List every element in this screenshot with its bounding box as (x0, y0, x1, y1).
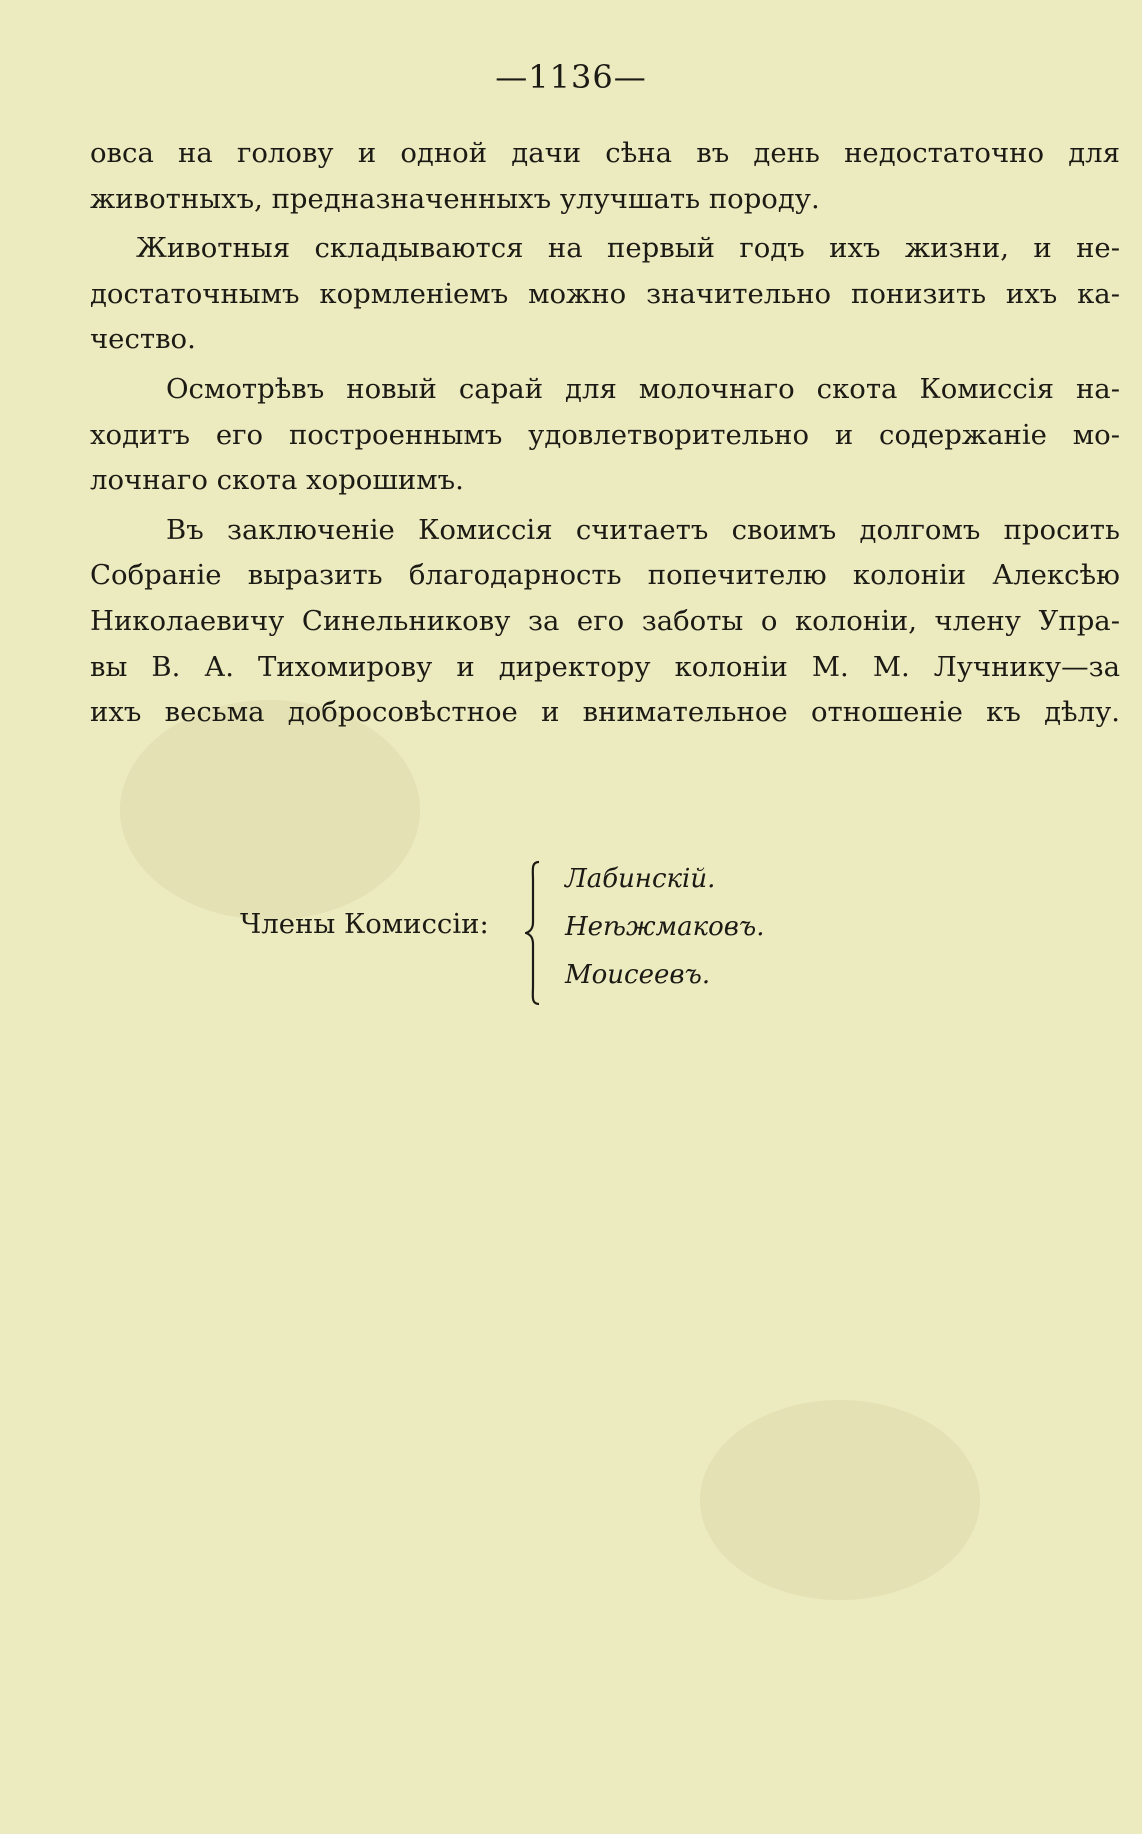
body-text (90, 131, 1120, 736)
text-line: животныхъ, предназначенныхъ улучшать породу. (90, 182, 820, 215)
text-line: лочнаго скота хорошимъ. (90, 464, 464, 497)
text-line: Животныя складываются на первый годъ ихъ жизни, и не- (136, 232, 1120, 265)
text-line: ихъ весьма добросовѣстное и внимательное отношеніе къ дѣлу. (90, 696, 1120, 729)
text-line: Николаевичу Синельникову за его заботы о колоніи, члену Упра- (90, 604, 1120, 637)
signature-name: Неѣжмаковъ. (565, 912, 765, 942)
signature-label: Члены Комиссіи: (240, 908, 489, 940)
text-line: ходитъ его построеннымъ удовлетворительно и содержаніе мо- (90, 418, 1120, 451)
text-line: вы В. А. Тихомирову и директору колоніи М. М. Лучнику—за (90, 650, 1120, 683)
text-line: достаточнымъ кормленіемъ можно значительно понизить ихъ ка- (90, 277, 1120, 310)
text-line: Въ заключеніе Комиссія считаетъ своимъ долгомъ просить (166, 513, 1120, 546)
curly-brace-icon (525, 860, 545, 1006)
paragraph-1 (90, 131, 1120, 222)
paper-stain (700, 1400, 980, 1600)
text-line: Собраніе выразить благодарность попечителю колоніи Алексѣю (90, 559, 1120, 592)
paragraph-3 (90, 367, 1120, 504)
paragraph-4 (90, 508, 1120, 736)
signature-name: Лабинскій. (565, 864, 716, 894)
page-number: —1136— (495, 58, 647, 96)
text-line: чество. (90, 323, 196, 356)
signature-name: Моисеевъ. (565, 960, 711, 990)
paragraph-2 (90, 226, 1120, 363)
text-line: овса на голову и одной дачи сѣна въ день недостаточно для (90, 137, 1120, 169)
text-line: Осмотрѣвъ новый сарай для молочнаго скота Комиссія на- (166, 372, 1120, 405)
signature-block (0, 860, 1142, 1010)
